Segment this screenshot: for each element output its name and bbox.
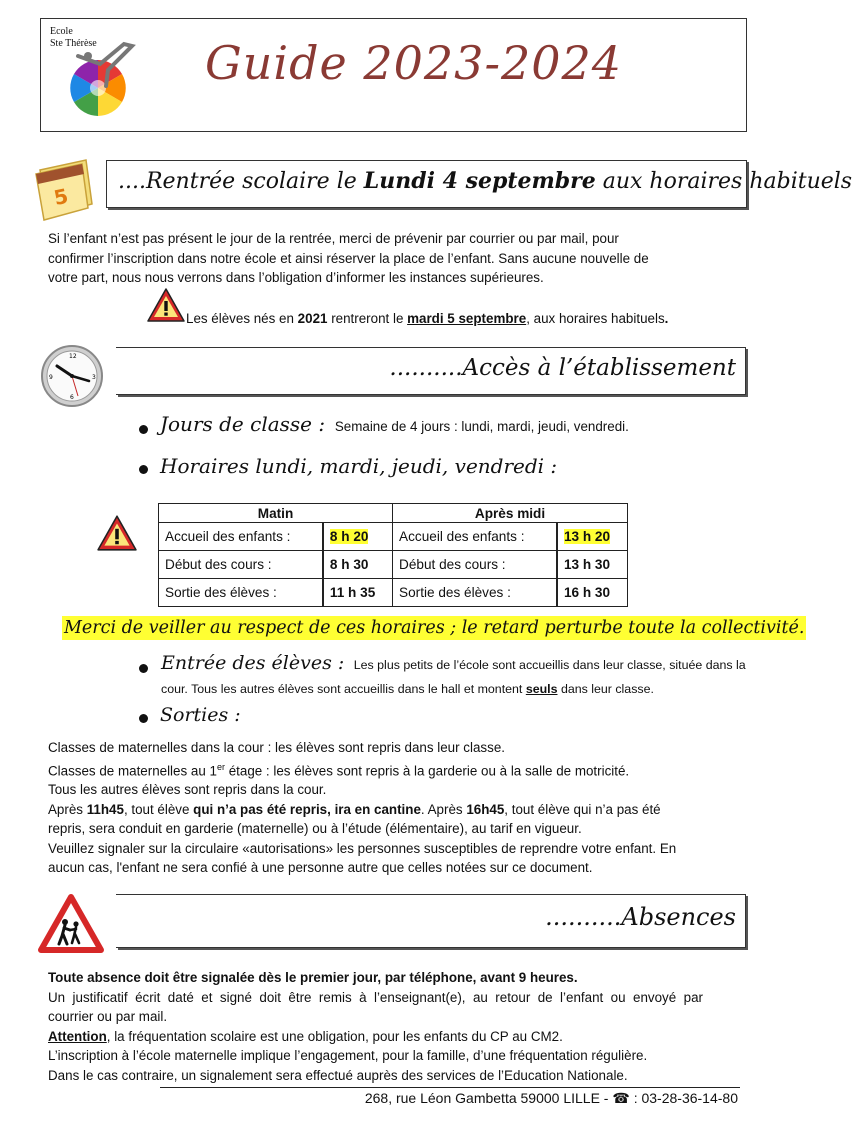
table-row — [159, 523, 628, 551]
sorties-label: Sorties : — [160, 704, 241, 726]
time-label: Sortie des élèves : — [165, 585, 277, 600]
time-cell — [323, 551, 393, 579]
rentree-paragraph — [48, 229, 748, 288]
table-row — [159, 579, 628, 607]
page-title: Guide 2023-2024 — [205, 36, 623, 90]
rentree-banner-pre: ....Rentrée scolaire le — [118, 169, 364, 194]
rentree-line-3: votre part, nous nous verrons dans l’obligation d’informer les instances supérieures. — [48, 270, 544, 285]
entree-text-2-pre: cour. Tous les autres élèves sont accueillis dans le hall et montent — [161, 682, 526, 696]
time-cell — [323, 579, 393, 607]
time-label: Début des cours : — [399, 557, 506, 572]
absences-line-2: Un justificatif écrit daté et signé doit être remis à l’enseignant(e), au retour de l’enfant ou envoyé par — [48, 989, 703, 1005]
footer-address — [365, 1090, 738, 1107]
sorties-paragraph — [48, 738, 748, 878]
time-value: 13 h 30 — [563, 557, 611, 572]
note-post: , aux horaires habituels — [526, 311, 665, 326]
sorties-line-7: aucun cas, l'enfant ne sera confié à une personne autre que celles notées sur ce document. — [48, 860, 593, 876]
absences-line-6: Dans le cas contraire, un signalement sera effectué auprès des services de l’Education Nationale. — [48, 1067, 628, 1083]
entree-label: Entrée des élèves : — [161, 652, 345, 674]
time-value: 16 h 30 — [563, 585, 611, 600]
absences-line-5: L’inscription à l’école maternelle implique l’engagement, pour la famille, d’une fréquentation régulière. — [48, 1048, 648, 1063]
phone-icon: ☎ — [612, 1090, 630, 1106]
time-label: Début des cours : — [165, 557, 272, 572]
absences-line-1: Toute absence doit être signalée dès le premier jour, par téléphone, avant 9 heures. — [48, 970, 578, 985]
time-label: Accueil des enfants : — [165, 529, 291, 544]
sorties-l4-e: . Après — [420, 801, 467, 817]
school-logo-icon — [48, 26, 140, 122]
absences-line-4 — [48, 1027, 748, 1047]
note-year: 2021 — [297, 311, 328, 326]
svg-text:5: 5 — [51, 183, 71, 210]
schedule-table — [158, 503, 628, 607]
time-cell — [323, 523, 393, 551]
absences-l4-rest: , la fréquentation scolaire est une obligation, pour les enfants du CP au CM2. — [106, 1028, 563, 1044]
svg-text:3: 3 — [92, 374, 96, 381]
note-pre: Les élèves nés en — [186, 311, 298, 326]
time-cell — [557, 523, 628, 551]
sorties-line-5: repris, sera conduit en garderie (maternelle) ou à l’étude (élémentaire), au tarif en vigueur. — [48, 821, 582, 837]
warning-icon — [146, 287, 186, 323]
sorties-l4-d: qui n’a pas été repris, ira en cantine — [193, 801, 421, 817]
jours-line — [160, 412, 629, 436]
sorties-line-2 — [48, 758, 748, 781]
footer-address-text: 268, rue Léon Gambetta 59000 LILLE - — [364, 1090, 613, 1106]
rentree-banner-post: aux horaires habituels — [595, 169, 852, 194]
label-cell — [393, 579, 557, 607]
label-cell — [393, 551, 557, 579]
logo-line-1: Ecole — [50, 26, 73, 37]
note-date: mardi 5 septembre — [407, 311, 527, 326]
table-row — [159, 551, 628, 579]
note-end: . — [664, 311, 669, 326]
label-cell — [159, 523, 323, 551]
sorties-l4-f: 16h45 — [466, 801, 505, 817]
rentree-banner-text — [118, 168, 852, 194]
time-label: Sortie des élèves : — [399, 585, 511, 600]
absences-attention: Attention — [48, 1028, 107, 1044]
jours-label: Jours de classe : — [160, 412, 326, 436]
sorties-line-4 — [48, 800, 748, 820]
svg-text:6: 6 — [70, 394, 74, 401]
school-crossing-sign-icon — [38, 894, 104, 954]
note-mid: rentreront le — [327, 311, 408, 326]
footer-phone: : 03-28-36-14-80 — [629, 1090, 738, 1106]
sorties-l2-pre: Classes de maternelles au 1 — [48, 762, 217, 778]
sorties-l4-c: , tout élève — [123, 801, 194, 817]
absences-paragraph — [48, 968, 748, 1085]
footer-rule — [160, 1087, 740, 1088]
absences-line-3: courrier ou par mail. — [48, 1009, 168, 1024]
entree-block — [161, 651, 751, 701]
rentree-line-2: confirmer l’inscription dans notre école et ainsi réserver la place de l’enfant. Sans aucune nouvelle de — [48, 250, 649, 266]
rentree-note — [186, 311, 668, 326]
svg-text:12: 12 — [69, 353, 77, 360]
calendar-icon — [30, 152, 96, 222]
label-cell — [393, 523, 557, 551]
table-header-apm: Après midi — [393, 504, 628, 523]
label-cell — [159, 579, 323, 607]
sorties-l4-a: Après — [48, 801, 87, 817]
time-value: 11 h 35 — [329, 585, 376, 600]
time-cell — [557, 551, 628, 579]
label-cell — [159, 551, 323, 579]
clock-icon — [38, 344, 106, 408]
time-cell — [557, 579, 628, 607]
sorties-line-1: Classes de maternelles dans la cour : les élèves sont repris dans leur classe. — [48, 740, 505, 755]
time-value: 8 h 20 — [329, 529, 369, 544]
acces-banner-text: ..........Accès à l’établissement — [389, 355, 736, 381]
time-value: 13 h 20 — [563, 529, 611, 544]
respect-note: Merci de veiller au respect de ces horaires ; le retard perturbe toute la collectivité. — [64, 618, 805, 638]
rentree-banner-date: Lundi 4 septembre — [363, 168, 596, 194]
sorties-l4-b: 11h45 — [86, 801, 124, 817]
bullet — [139, 465, 148, 474]
sorties-l4-g: , tout élève qui n’a pas été — [504, 801, 661, 817]
time-value: 8 h 30 — [329, 557, 369, 572]
absences-banner-text: ..........Absences — [545, 903, 736, 931]
bullet — [139, 714, 148, 723]
bullet — [139, 425, 148, 434]
logo-line-2: Ste Thérèse — [50, 38, 97, 49]
entree-text-2-post: dans leur classe. — [557, 682, 654, 696]
rentree-line-1: Si l’enfant n’est pas présent le jour de la rentrée, merci de prévenir par courrier ou par mail, pour — [48, 231, 619, 246]
entree-text-2-bold: seuls — [525, 682, 558, 696]
sorties-l2-sup: er — [216, 761, 225, 772]
entree-text-1: Les plus petits de l’école sont accueillis dans leur classe, située dans la — [353, 658, 746, 672]
table-header-matin: Matin — [159, 504, 393, 523]
sorties-line-3: Tous les autres élèves sont repris dans la cour. — [48, 782, 327, 798]
horaires-label: Horaires lundi, mardi, jeudi, vendredi : — [160, 454, 558, 478]
svg-text:9: 9 — [49, 374, 53, 381]
time-label: Accueil des enfants : — [399, 529, 525, 544]
bullet — [139, 664, 148, 673]
sorties-l2-post: étage : les élèves sont repris à la garderie ou à la salle de motricité. — [224, 762, 630, 778]
warning-icon — [96, 514, 138, 552]
jours-text: Semaine de 4 jours : lundi, mardi, jeudi, vendredi. — [334, 419, 629, 434]
sorties-line-6: Veuillez signaler sur la circulaire «autorisations» les personnes susceptibles de reprendre votre enfant. En — [48, 840, 677, 856]
